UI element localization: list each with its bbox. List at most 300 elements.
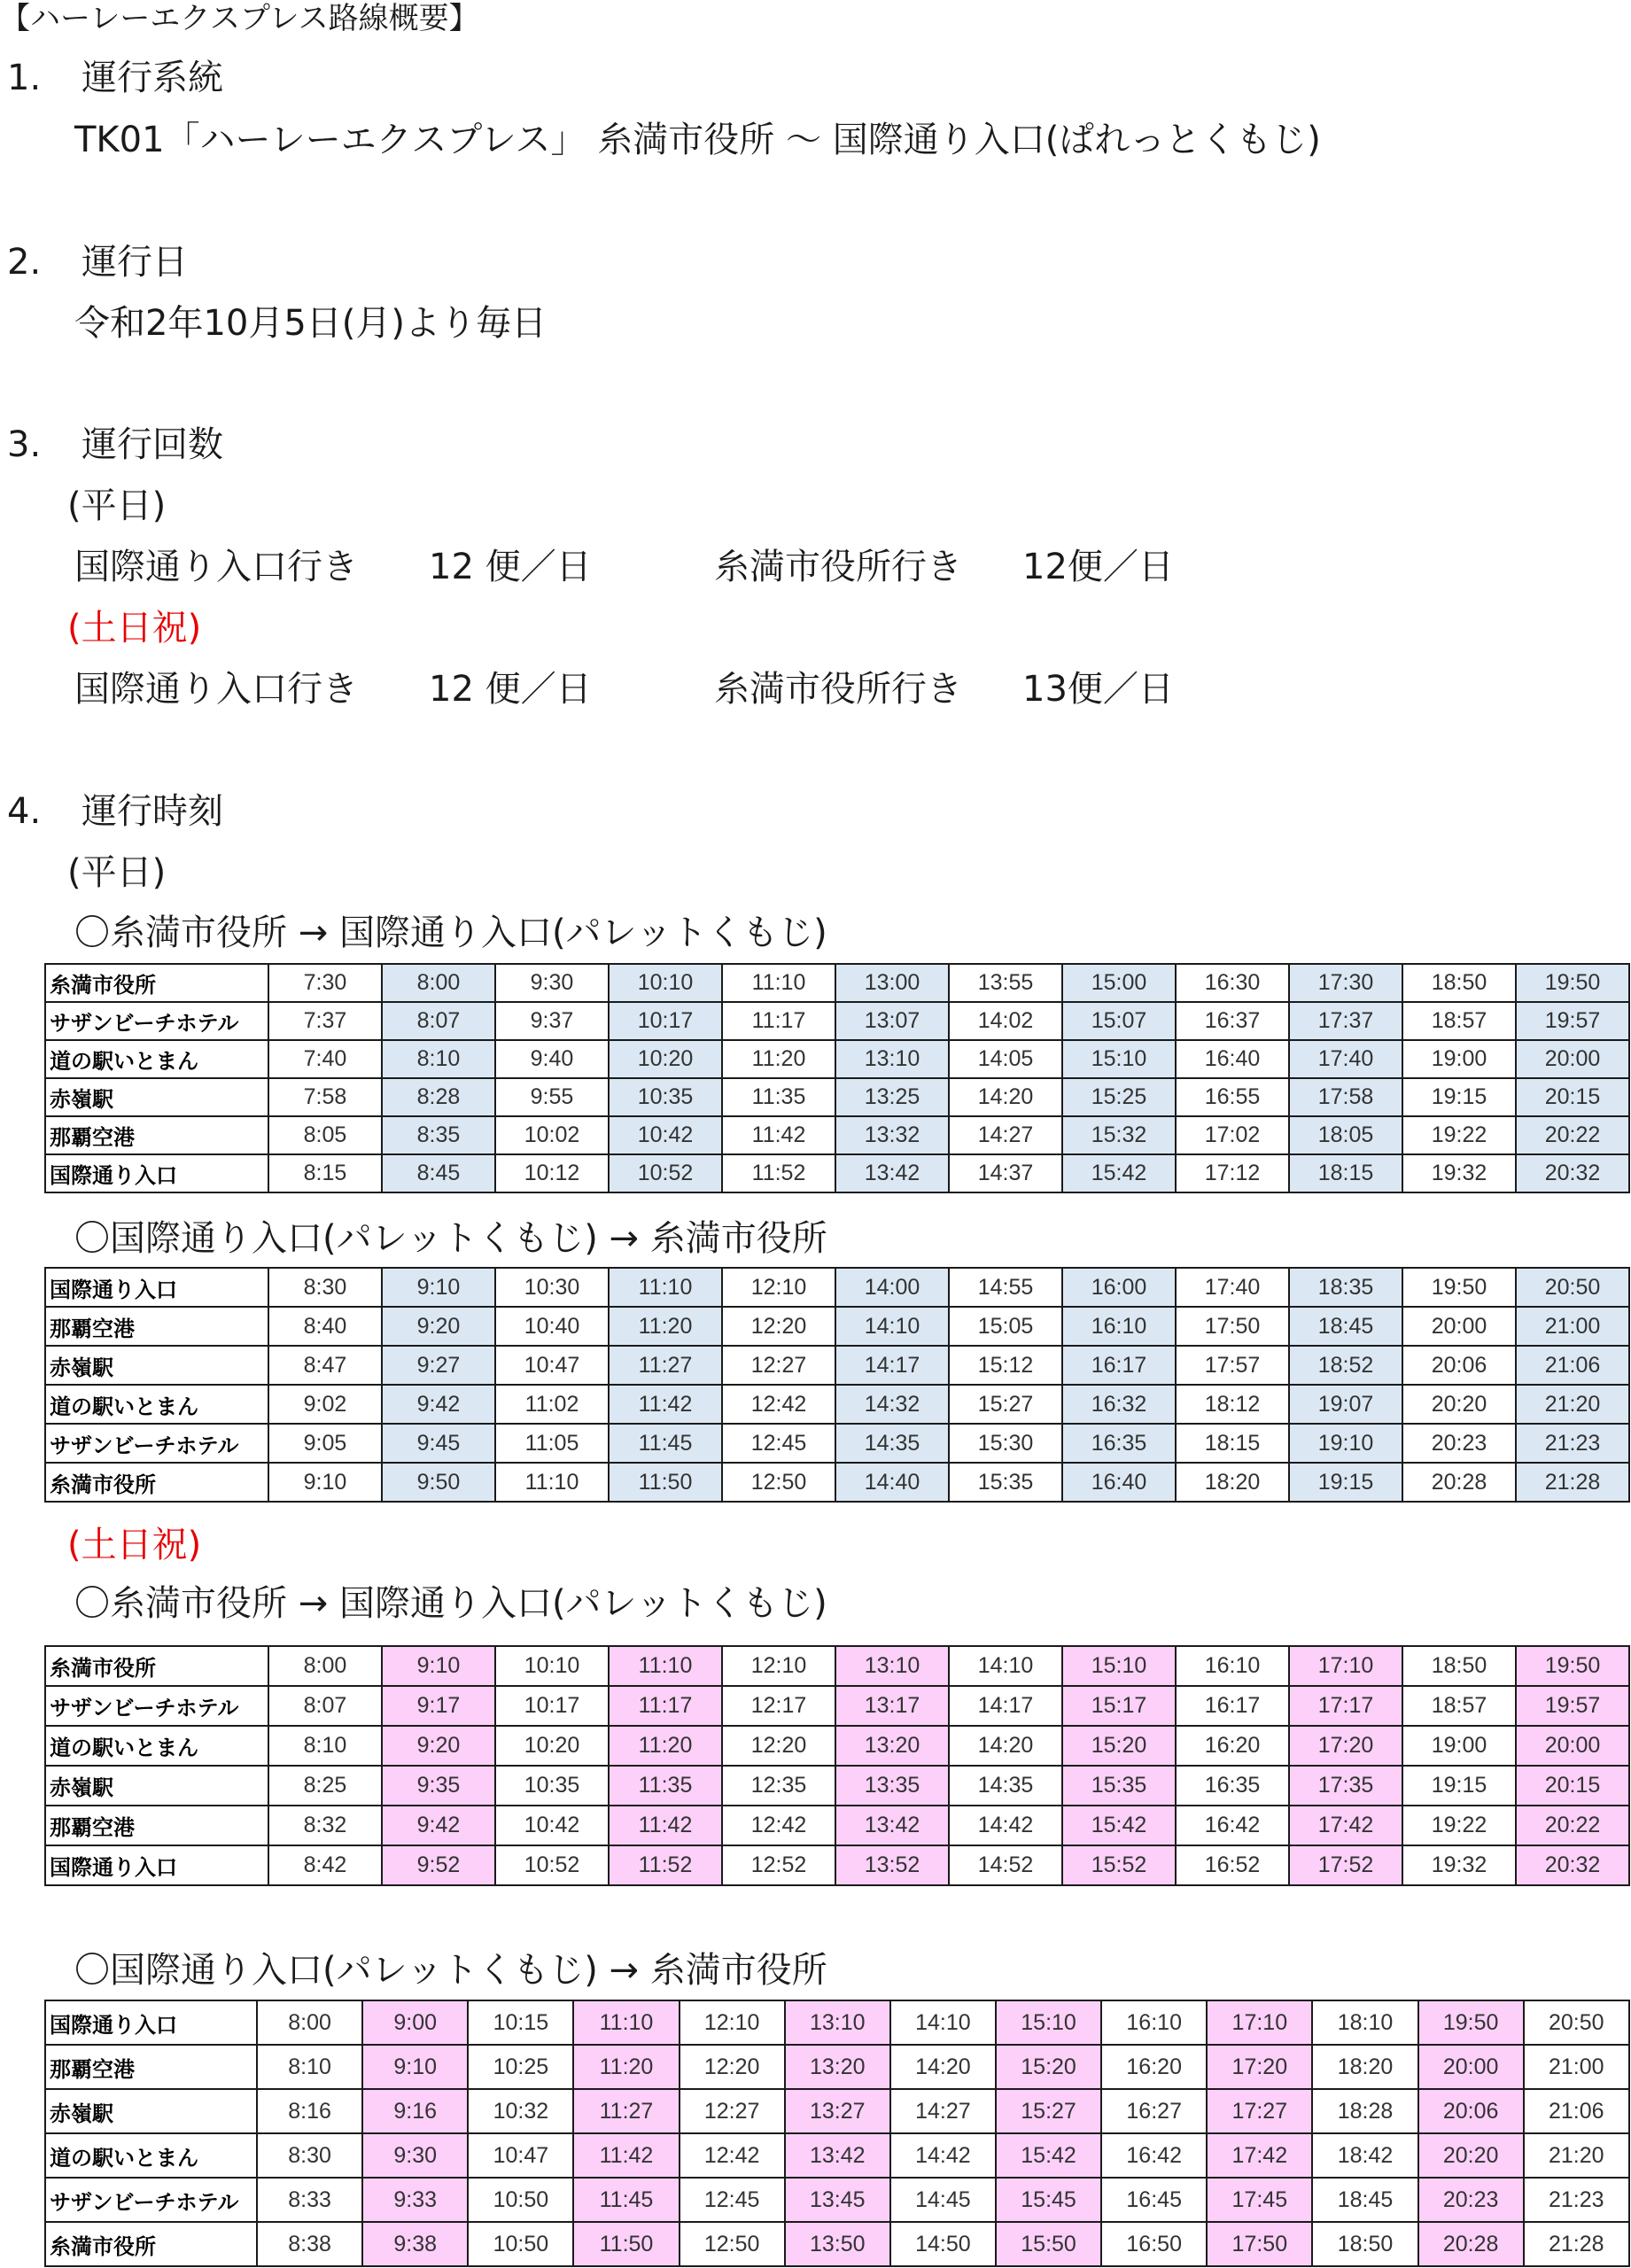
section-3-title: 運行回数 — [82, 424, 223, 465]
time-cell: 16:35 — [1062, 1424, 1176, 1463]
time-cell: 13:17 — [835, 1686, 949, 1726]
time-cell: 17:50 — [1176, 1307, 1289, 1346]
time-cell: 10:42 — [495, 1806, 609, 1845]
time-cell: 19:50 — [1402, 1268, 1516, 1307]
time-cell: 10:10 — [609, 964, 722, 1002]
time-cell: 11:50 — [573, 2222, 679, 2266]
time-cell: 20:15 — [1516, 1766, 1629, 1806]
time-cell: 17:20 — [1289, 1726, 1402, 1766]
section-1-text: TK01「ハーレーエクスプレス」 糸満市役所 ～ 国際通り入口(ぱれっとくもじ) — [74, 120, 1321, 160]
time-cell: 12:10 — [722, 1646, 835, 1686]
time-cell: 11:02 — [495, 1385, 609, 1424]
time-cell: 11:35 — [722, 1078, 835, 1116]
time-cell: 10:52 — [495, 1845, 609, 1885]
time-cell: 17:58 — [1289, 1078, 1402, 1116]
time-cell: 13:35 — [835, 1766, 949, 1806]
time-cell: 11:10 — [573, 2000, 679, 2045]
time-cell: 14:42 — [949, 1806, 1062, 1845]
time-cell: 9:42 — [382, 1806, 495, 1845]
time-cell: 10:32 — [468, 2089, 573, 2133]
time-cell: 14:37 — [949, 1154, 1062, 1192]
time-cell: 10:17 — [609, 1002, 722, 1040]
stop-name-cell: 道の駅いとまん — [45, 2133, 257, 2178]
time-cell: 16:42 — [1176, 1806, 1289, 1845]
time-cell: 11:17 — [722, 1002, 835, 1040]
time-cell: 15:32 — [1062, 1116, 1176, 1154]
time-cell: 10:02 — [495, 1116, 609, 1154]
time-cell: 17:30 — [1289, 964, 1402, 1002]
time-cell: 11:42 — [573, 2133, 679, 2178]
time-cell: 16:55 — [1176, 1078, 1289, 1116]
time-cell: 14:00 — [835, 1268, 949, 1307]
stop-name-cell: 那覇空港 — [45, 2045, 257, 2089]
time-cell: 17:40 — [1289, 1040, 1402, 1078]
time-cell: 15:50 — [996, 2222, 1101, 2266]
table-row — [45, 1040, 1629, 1078]
section-3-heading — [7, 424, 223, 465]
time-cell: 21:00 — [1524, 2045, 1629, 2089]
time-cell: 14:20 — [890, 2045, 996, 2089]
time-cell: 15:17 — [1062, 1686, 1176, 1726]
table-row — [45, 1268, 1629, 1307]
table-row — [45, 2178, 1629, 2222]
section-4-heading — [7, 791, 223, 832]
time-cell: 19:15 — [1402, 1766, 1516, 1806]
time-cell: 8:10 — [257, 2045, 362, 2089]
time-cell: 16:20 — [1176, 1726, 1289, 1766]
time-cell: 13:20 — [785, 2045, 890, 2089]
stop-name-cell: 国際通り入口 — [45, 1845, 268, 1885]
stop-name-cell: 国際通り入口 — [45, 1154, 268, 1192]
time-cell: 18:35 — [1289, 1268, 1402, 1307]
time-cell: 12:27 — [722, 1346, 835, 1385]
time-cell: 14:10 — [949, 1646, 1062, 1686]
time-cell: 16:40 — [1062, 1463, 1176, 1502]
time-cell: 13:10 — [785, 2000, 890, 2045]
time-cell: 12:42 — [722, 1385, 835, 1424]
time-cell: 18:15 — [1176, 1424, 1289, 1463]
time-cell: 16:32 — [1062, 1385, 1176, 1424]
time-cell: 21:28 — [1524, 2222, 1629, 2266]
time-cell: 9:38 — [362, 2222, 468, 2266]
time-cell: 15:52 — [1062, 1845, 1176, 1885]
time-cell: 14:05 — [949, 1040, 1062, 1078]
stop-name-cell: 道の駅いとまん — [45, 1040, 268, 1078]
time-cell: 8:07 — [382, 1002, 495, 1040]
time-cell: 9:30 — [362, 2133, 468, 2178]
section-2-heading — [7, 242, 188, 283]
stop-name-cell: サザンビーチホテル — [45, 2178, 257, 2222]
time-cell: 15:12 — [949, 1346, 1062, 1385]
table-4-heading: 〇国際通り入口(パレットくもじ) → 糸満市役所 — [74, 1950, 827, 1991]
time-cell: 14:10 — [835, 1307, 949, 1346]
time-cell: 13:20 — [835, 1726, 949, 1766]
time-cell: 12:20 — [722, 1726, 835, 1766]
time-cell: 17:42 — [1289, 1806, 1402, 1845]
time-cell: 15:30 — [949, 1424, 1062, 1463]
time-cell: 19:10 — [1289, 1424, 1402, 1463]
time-cell: 8:15 — [268, 1154, 382, 1192]
time-cell: 12:50 — [680, 2222, 785, 2266]
time-cell: 9:45 — [382, 1424, 495, 1463]
table-3-heading: 〇糸満市役所 → 国際通り入口(パレットくもじ) — [74, 1583, 827, 1624]
time-cell: 17:40 — [1176, 1268, 1289, 1307]
time-cell: 14:32 — [835, 1385, 949, 1424]
time-cell: 17:45 — [1207, 2178, 1312, 2222]
time-cell: 12:10 — [722, 1268, 835, 1307]
time-cell: 11:20 — [722, 1040, 835, 1078]
timetable-holiday-outbound — [44, 1645, 1630, 1886]
stop-name-cell: 赤嶺駅 — [45, 2089, 257, 2133]
time-cell: 9:10 — [362, 2045, 468, 2089]
time-cell: 21:06 — [1524, 2089, 1629, 2133]
time-cell: 19:32 — [1402, 1845, 1516, 1885]
time-cell: 14:17 — [835, 1346, 949, 1385]
time-cell: 16:10 — [1176, 1646, 1289, 1686]
time-cell: 8:00 — [257, 2000, 362, 2045]
time-cell: 9:20 — [382, 1307, 495, 1346]
time-cell: 8:32 — [268, 1806, 382, 1845]
stop-name-cell: サザンビーチホテル — [45, 1686, 268, 1726]
table-row — [45, 1766, 1629, 1806]
time-cell: 8:10 — [268, 1726, 382, 1766]
time-cell: 13:42 — [835, 1806, 949, 1845]
time-cell: 15:27 — [949, 1385, 1062, 1424]
stop-name-cell: 糸満市役所 — [45, 1646, 268, 1686]
time-cell: 8:42 — [268, 1845, 382, 1885]
time-cell: 15:42 — [1062, 1806, 1176, 1845]
weekday-dest-1: 国際通り入口行き — [74, 547, 358, 587]
time-cell: 20:06 — [1402, 1346, 1516, 1385]
table-row — [45, 2222, 1629, 2266]
time-cell: 11:52 — [722, 1154, 835, 1192]
time-cell: 12:20 — [680, 2045, 785, 2089]
stop-name-cell: 那覇空港 — [45, 1307, 268, 1346]
time-cell: 19:22 — [1402, 1806, 1516, 1845]
time-cell: 8:00 — [268, 1646, 382, 1686]
time-cell: 10:35 — [495, 1766, 609, 1806]
time-cell: 12:20 — [722, 1307, 835, 1346]
time-cell: 9:42 — [382, 1385, 495, 1424]
time-cell: 19:15 — [1289, 1463, 1402, 1502]
time-cell: 13:55 — [949, 964, 1062, 1002]
timetable-weekday-outbound — [44, 963, 1630, 1193]
time-cell: 21:28 — [1516, 1463, 1629, 1502]
time-cell: 19:50 — [1418, 2000, 1524, 2045]
time-cell: 8:35 — [382, 1116, 495, 1154]
table-2-heading: 〇国際通り入口(パレットくもじ) → 糸満市役所 — [74, 1218, 827, 1259]
time-cell: 18:52 — [1289, 1346, 1402, 1385]
stop-name-cell: 糸満市役所 — [45, 1463, 268, 1502]
timetable-weekday-inbound — [44, 1267, 1630, 1503]
time-cell: 9:37 — [495, 1002, 609, 1040]
time-cell: 18:50 — [1312, 2222, 1417, 2266]
time-cell: 18:20 — [1312, 2045, 1417, 2089]
time-cell: 13:50 — [785, 2222, 890, 2266]
time-cell: 14:35 — [835, 1424, 949, 1463]
time-cell: 14:40 — [835, 1463, 949, 1502]
time-cell: 7:30 — [268, 964, 382, 1002]
time-cell: 14:20 — [949, 1726, 1062, 1766]
time-cell: 8:30 — [257, 2133, 362, 2178]
time-cell: 11:42 — [722, 1116, 835, 1154]
time-cell: 17:52 — [1289, 1845, 1402, 1885]
time-cell: 18:05 — [1289, 1116, 1402, 1154]
time-cell: 7:40 — [268, 1040, 382, 1078]
time-cell: 11:10 — [609, 1268, 722, 1307]
time-cell: 20:06 — [1418, 2089, 1524, 2133]
time-cell: 14:55 — [949, 1268, 1062, 1307]
time-cell: 19:50 — [1516, 964, 1629, 1002]
time-cell: 16:45 — [1101, 2178, 1207, 2222]
section-1-heading — [7, 60, 223, 96]
time-cell: 20:00 — [1516, 1726, 1629, 1766]
time-cell: 21:00 — [1516, 1307, 1629, 1346]
time-cell: 10:10 — [495, 1646, 609, 1686]
time-cell: 19:00 — [1402, 1726, 1516, 1766]
time-cell: 11:42 — [609, 1385, 722, 1424]
stop-name-cell: サザンビーチホテル — [45, 1424, 268, 1463]
time-cell: 20:20 — [1402, 1385, 1516, 1424]
table-row — [45, 2000, 1629, 2045]
time-cell: 11:35 — [609, 1766, 722, 1806]
time-cell: 15:00 — [1062, 964, 1176, 1002]
time-cell: 17:27 — [1207, 2089, 1312, 2133]
time-cell: 11:10 — [495, 1463, 609, 1502]
time-cell: 21:23 — [1516, 1424, 1629, 1463]
time-cell: 8:45 — [382, 1154, 495, 1192]
time-cell: 11:50 — [609, 1463, 722, 1502]
time-cell: 11:20 — [609, 1726, 722, 1766]
time-cell: 16:50 — [1101, 2222, 1207, 2266]
time-cell: 17:42 — [1207, 2133, 1312, 2178]
time-cell: 18:50 — [1402, 1646, 1516, 1686]
table-row — [45, 2045, 1629, 2089]
time-cell: 20:32 — [1516, 1845, 1629, 1885]
time-cell: 8:33 — [257, 2178, 362, 2222]
time-cell: 15:10 — [1062, 1646, 1176, 1686]
time-cell: 17:10 — [1289, 1646, 1402, 1686]
time-cell: 14:35 — [949, 1766, 1062, 1806]
time-cell: 9:30 — [495, 964, 609, 1002]
time-cell: 9:16 — [362, 2089, 468, 2133]
weekday-count-2: 12便／日 — [1022, 547, 1174, 587]
time-cell: 9:27 — [382, 1346, 495, 1385]
time-cell: 19:00 — [1402, 1040, 1516, 1078]
time-cell: 13:00 — [835, 964, 949, 1002]
section-1-number: 1. — [7, 58, 42, 98]
time-cell: 16:30 — [1176, 964, 1289, 1002]
time-cell: 10:20 — [495, 1726, 609, 1766]
time-cell: 12:45 — [680, 2178, 785, 2222]
time-cell: 9:52 — [382, 1845, 495, 1885]
holiday-dest-1: 国際通り入口行き — [74, 669, 358, 710]
table-row — [45, 964, 1629, 1002]
time-cell: 10:47 — [495, 1346, 609, 1385]
time-cell: 18:42 — [1312, 2133, 1417, 2178]
time-cell: 19:57 — [1516, 1002, 1629, 1040]
table-row — [45, 1686, 1629, 1726]
time-cell: 17:10 — [1207, 2000, 1312, 2045]
document-title: 【ハーレーエクスプレス路線概要】 — [0, 1, 479, 36]
time-cell: 13:42 — [785, 2133, 890, 2178]
time-cell: 18:45 — [1312, 2178, 1417, 2222]
time-cell: 19:50 — [1516, 1646, 1629, 1686]
time-cell: 9:33 — [362, 2178, 468, 2222]
holiday-count-2: 13便／日 — [1022, 669, 1174, 710]
time-cell: 13:07 — [835, 1002, 949, 1040]
time-cell: 10:30 — [495, 1268, 609, 1307]
time-cell: 8:38 — [257, 2222, 362, 2266]
table-row — [45, 1154, 1629, 1192]
time-cell: 18:28 — [1312, 2089, 1417, 2133]
table-row — [45, 1385, 1629, 1424]
section-2-number: 2. — [7, 242, 42, 283]
time-cell: 9:55 — [495, 1078, 609, 1116]
weekday-label: (平日) — [67, 485, 167, 526]
table-row — [45, 2133, 1629, 2178]
time-cell: 9:02 — [268, 1385, 382, 1424]
time-cell: 8:00 — [382, 964, 495, 1002]
time-cell: 15:20 — [1062, 1726, 1176, 1766]
time-cell: 12:17 — [722, 1686, 835, 1726]
time-cell: 10:40 — [495, 1307, 609, 1346]
time-cell: 9:10 — [382, 1268, 495, 1307]
time-cell: 18:10 — [1312, 2000, 1417, 2045]
timetable-holiday-inbound — [44, 2000, 1630, 2267]
time-cell: 15:05 — [949, 1307, 1062, 1346]
time-cell: 20:50 — [1524, 2000, 1629, 2045]
time-cell: 12:45 — [722, 1424, 835, 1463]
time-cell: 13:52 — [835, 1845, 949, 1885]
table-row — [45, 1346, 1629, 1385]
time-cell: 16:17 — [1062, 1346, 1176, 1385]
stop-name-cell: 糸満市役所 — [45, 964, 268, 1002]
time-cell: 14:17 — [949, 1686, 1062, 1726]
weekday-dest-2: 糸満市役所行き — [714, 547, 962, 587]
time-cell: 9:05 — [268, 1424, 382, 1463]
table-row — [45, 1307, 1629, 1346]
time-cell: 16:37 — [1176, 1002, 1289, 1040]
time-cell: 11:10 — [722, 964, 835, 1002]
time-cell: 19:07 — [1289, 1385, 1402, 1424]
stop-name-cell: 国際通り入口 — [45, 1268, 268, 1307]
time-cell: 15:10 — [996, 2000, 1101, 2045]
time-cell: 15:35 — [949, 1463, 1062, 1502]
time-cell: 12:35 — [722, 1766, 835, 1806]
time-cell: 12:27 — [680, 2089, 785, 2133]
time-cell: 16:00 — [1062, 1268, 1176, 1307]
time-cell: 12:52 — [722, 1845, 835, 1885]
time-cell: 12:10 — [680, 2000, 785, 2045]
time-cell: 10:25 — [468, 2045, 573, 2089]
holiday-dest-2: 糸満市役所行き — [714, 669, 962, 710]
time-cell: 8:40 — [268, 1307, 382, 1346]
time-cell: 12:50 — [722, 1463, 835, 1502]
table-row — [45, 1116, 1629, 1154]
table-row — [45, 1845, 1629, 1885]
time-cell: 9:10 — [382, 1646, 495, 1686]
time-cell: 9:17 — [382, 1686, 495, 1726]
time-cell: 9:00 — [362, 2000, 468, 2045]
time-cell: 11:20 — [573, 2045, 679, 2089]
time-cell: 16:10 — [1062, 1307, 1176, 1346]
time-cell: 8:30 — [268, 1268, 382, 1307]
time-cell: 10:50 — [468, 2222, 573, 2266]
time-cell: 15:27 — [996, 2089, 1101, 2133]
time-cell: 19:57 — [1516, 1686, 1629, 1726]
time-cell: 14:10 — [890, 2000, 996, 2045]
table-row — [45, 1726, 1629, 1766]
time-cell: 14:52 — [949, 1845, 1062, 1885]
time-cell: 14:42 — [890, 2133, 996, 2178]
time-cell: 18:20 — [1176, 1463, 1289, 1502]
time-cell: 15:20 — [996, 2045, 1101, 2089]
time-cell: 15:10 — [1062, 1040, 1176, 1078]
time-cell: 14:50 — [890, 2222, 996, 2266]
time-cell: 10:12 — [495, 1154, 609, 1192]
time-cell: 15:42 — [996, 2133, 1101, 2178]
time-cell: 17:35 — [1289, 1766, 1402, 1806]
time-cell: 15:45 — [996, 2178, 1101, 2222]
time-cell: 18:57 — [1402, 1686, 1516, 1726]
time-cell: 11:10 — [609, 1646, 722, 1686]
time-cell: 17:37 — [1289, 1002, 1402, 1040]
time-cell: 17:17 — [1289, 1686, 1402, 1726]
time-cell: 8:05 — [268, 1116, 382, 1154]
time-cell: 20:00 — [1516, 1040, 1629, 1078]
time-cell: 12:42 — [680, 2133, 785, 2178]
time-cell: 13:27 — [785, 2089, 890, 2133]
timetable-holiday-label: (土日祝) — [67, 1525, 202, 1565]
time-cell: 21:06 — [1516, 1346, 1629, 1385]
time-cell: 17:12 — [1176, 1154, 1289, 1192]
table-row — [45, 1463, 1629, 1502]
time-cell: 11:27 — [609, 1346, 722, 1385]
time-cell: 18:57 — [1402, 1002, 1516, 1040]
time-cell: 20:00 — [1418, 2045, 1524, 2089]
time-cell: 17:20 — [1207, 2045, 1312, 2089]
time-cell: 9:50 — [382, 1463, 495, 1502]
time-cell: 8:47 — [268, 1346, 382, 1385]
time-cell: 10:20 — [609, 1040, 722, 1078]
time-cell: 11:42 — [609, 1806, 722, 1845]
table-row — [45, 1806, 1629, 1845]
table-row — [45, 1646, 1629, 1686]
timetable-weekday-label: (平日) — [67, 852, 167, 893]
time-cell: 20:23 — [1418, 2178, 1524, 2222]
weekday-count-1: 12 便／日 — [429, 547, 592, 587]
time-cell: 20:28 — [1418, 2222, 1524, 2266]
time-cell: 18:50 — [1402, 964, 1516, 1002]
time-cell: 8:07 — [268, 1686, 382, 1726]
time-cell: 18:45 — [1289, 1307, 1402, 1346]
time-cell: 17:57 — [1176, 1346, 1289, 1385]
time-cell: 8:16 — [257, 2089, 362, 2133]
time-cell: 21:20 — [1524, 2133, 1629, 2178]
time-cell: 10:17 — [495, 1686, 609, 1726]
time-cell: 9:20 — [382, 1726, 495, 1766]
table-row — [45, 1002, 1629, 1040]
time-cell: 7:58 — [268, 1078, 382, 1116]
time-cell: 19:22 — [1402, 1116, 1516, 1154]
time-cell: 18:15 — [1289, 1154, 1402, 1192]
time-cell: 14:45 — [890, 2178, 996, 2222]
holiday-count-1: 12 便／日 — [429, 669, 592, 710]
time-cell: 14:27 — [890, 2089, 996, 2133]
table-row — [45, 2089, 1629, 2133]
time-cell: 20:00 — [1402, 1307, 1516, 1346]
